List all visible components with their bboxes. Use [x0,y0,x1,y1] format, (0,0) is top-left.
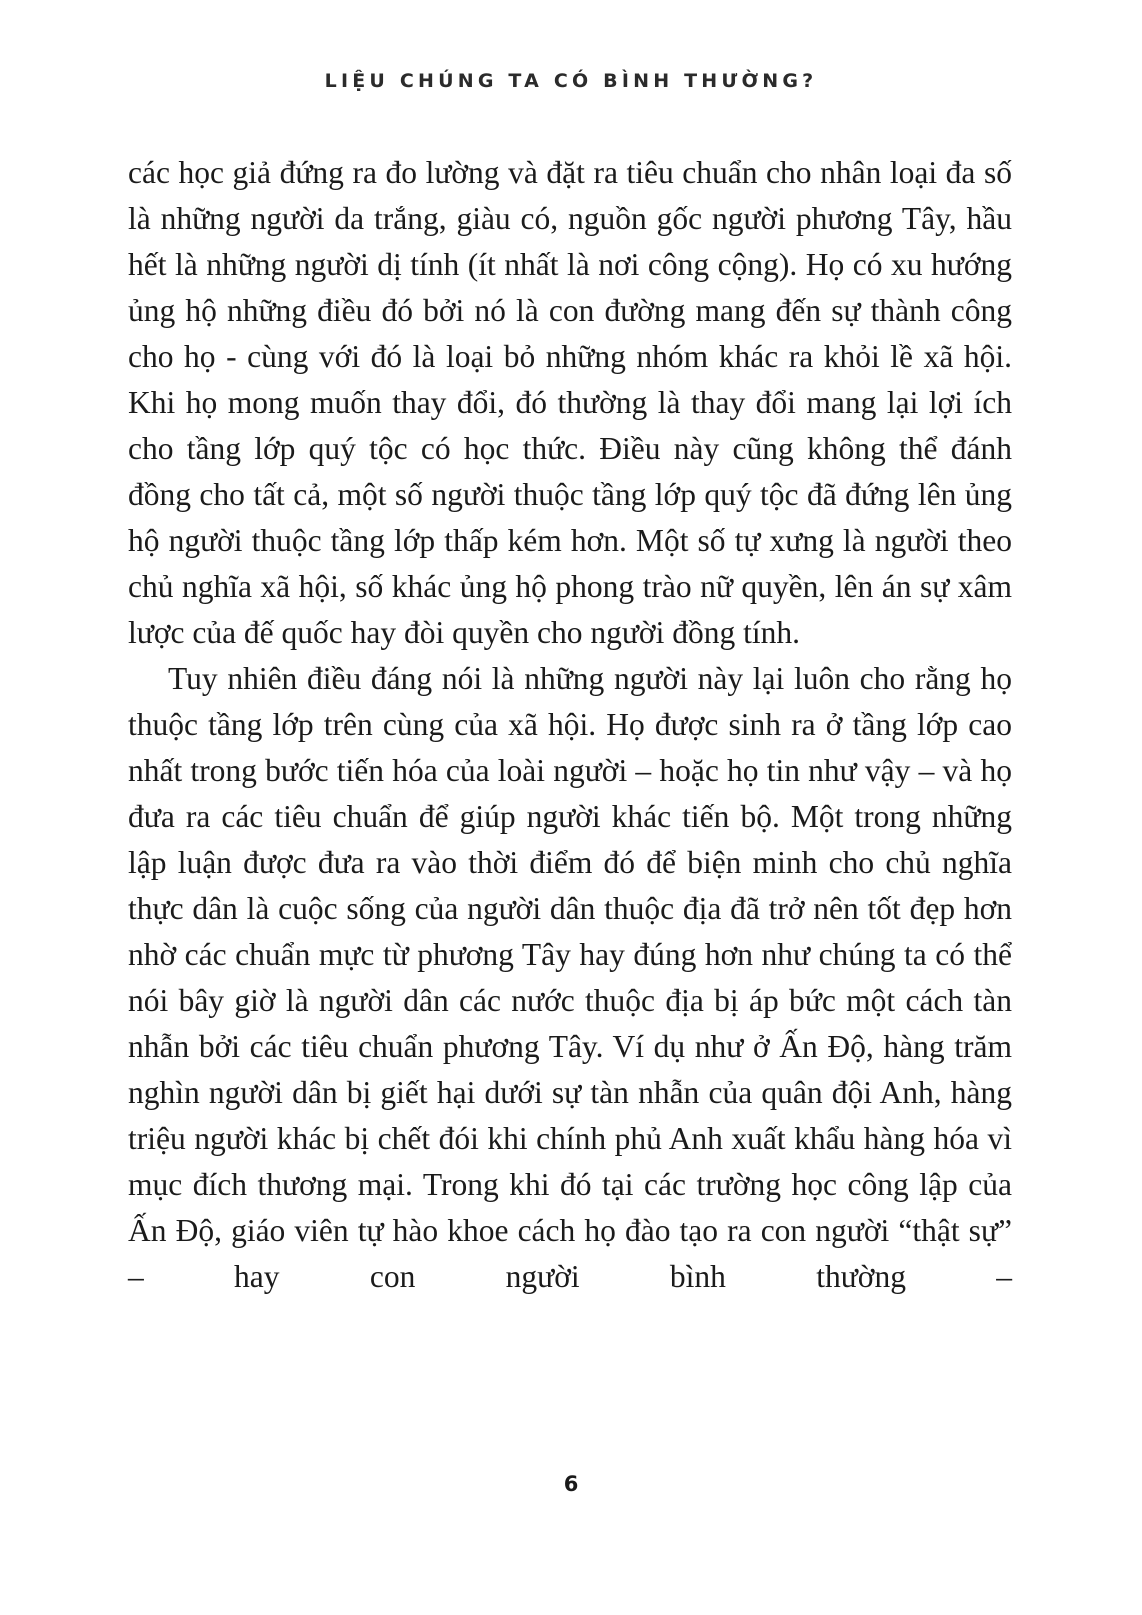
page-number: 6 [563,1472,579,1496]
body-paragraph: Tuy nhiên điều đáng nói là những người này lại luôn cho rằng họ thuộc tầng lớp trên cùng của xã hội. Họ được sinh ra ở tầng lớp cao nhất trong bước tiến hóa của loài người – hoặc họ tin như vậy – và họ đưa ra các tiêu chuẩn để giúp người khác tiến bộ. Một trong những lập luận được đưa ra vào thời điểm đó để biện minh cho chủ nghĩa thực dân là cuộc sống của người dân thuộc địa đã trở nên tốt đẹp hơn nhờ các chuẩn mực từ phương Tây hay đúng hơn như chúng ta có thể nói bây giờ là người dân các nước thuộc địa bị áp bức một cách tàn nhẫn bởi các tiêu chuẩn phương Tây. Ví dụ như ở Ấn Độ, hàng trăm nghìn người dân bị giết hại dưới sự tàn nhẫn của quân đội Anh, hàng triệu người khác bị chết đói khi chính phủ Anh xuất khẩu hàng hóa vì mục đích thương mại. Trong khi đó tại các trường học công lập của Ấn Độ, giáo viên tự hào khoe cách họ đào tạo ra con người “thật sự” – hay con người bình thường – [128,661,1012,1294]
body-text-column [128,150,1012,1300]
running-header: LIỆU CHÚNG TA CÓ BÌNH THƯỜNG? [324,70,818,92]
body-paragraph: các học giả đứng ra đo lường và đặt ra tiêu chuẩn cho nhân loại đa số là những người da trắng, giàu có, nguồn gốc người phương Tây, hầu hết là những người dị tính (ít nhất là nơi công cộng). Họ có xu hướng ủng hộ những điều đó bởi nó là con đường mang đến sự thành công cho họ - cùng với đó là loại bỏ những nhóm khác ra khỏi lề xã hội. Khi họ mong muốn thay đổi, đó thường là thay đổi mang lại lợi ích cho tầng lớp quý tộc có học thức. Điều này cũng không thể đánh đồng cho tất cả, một số người thuộc tầng lớp quý tộc đã đứng lên ủng hộ người thuộc tầng lớp thấp kém hơn. Một số tự xưng là người theo chủ nghĩa xã hội, số khác ủng hộ phong trào nữ quyền, lên án sự xâm lược của đế quốc hay đòi quyền cho người đồng tính. [128,155,1012,650]
